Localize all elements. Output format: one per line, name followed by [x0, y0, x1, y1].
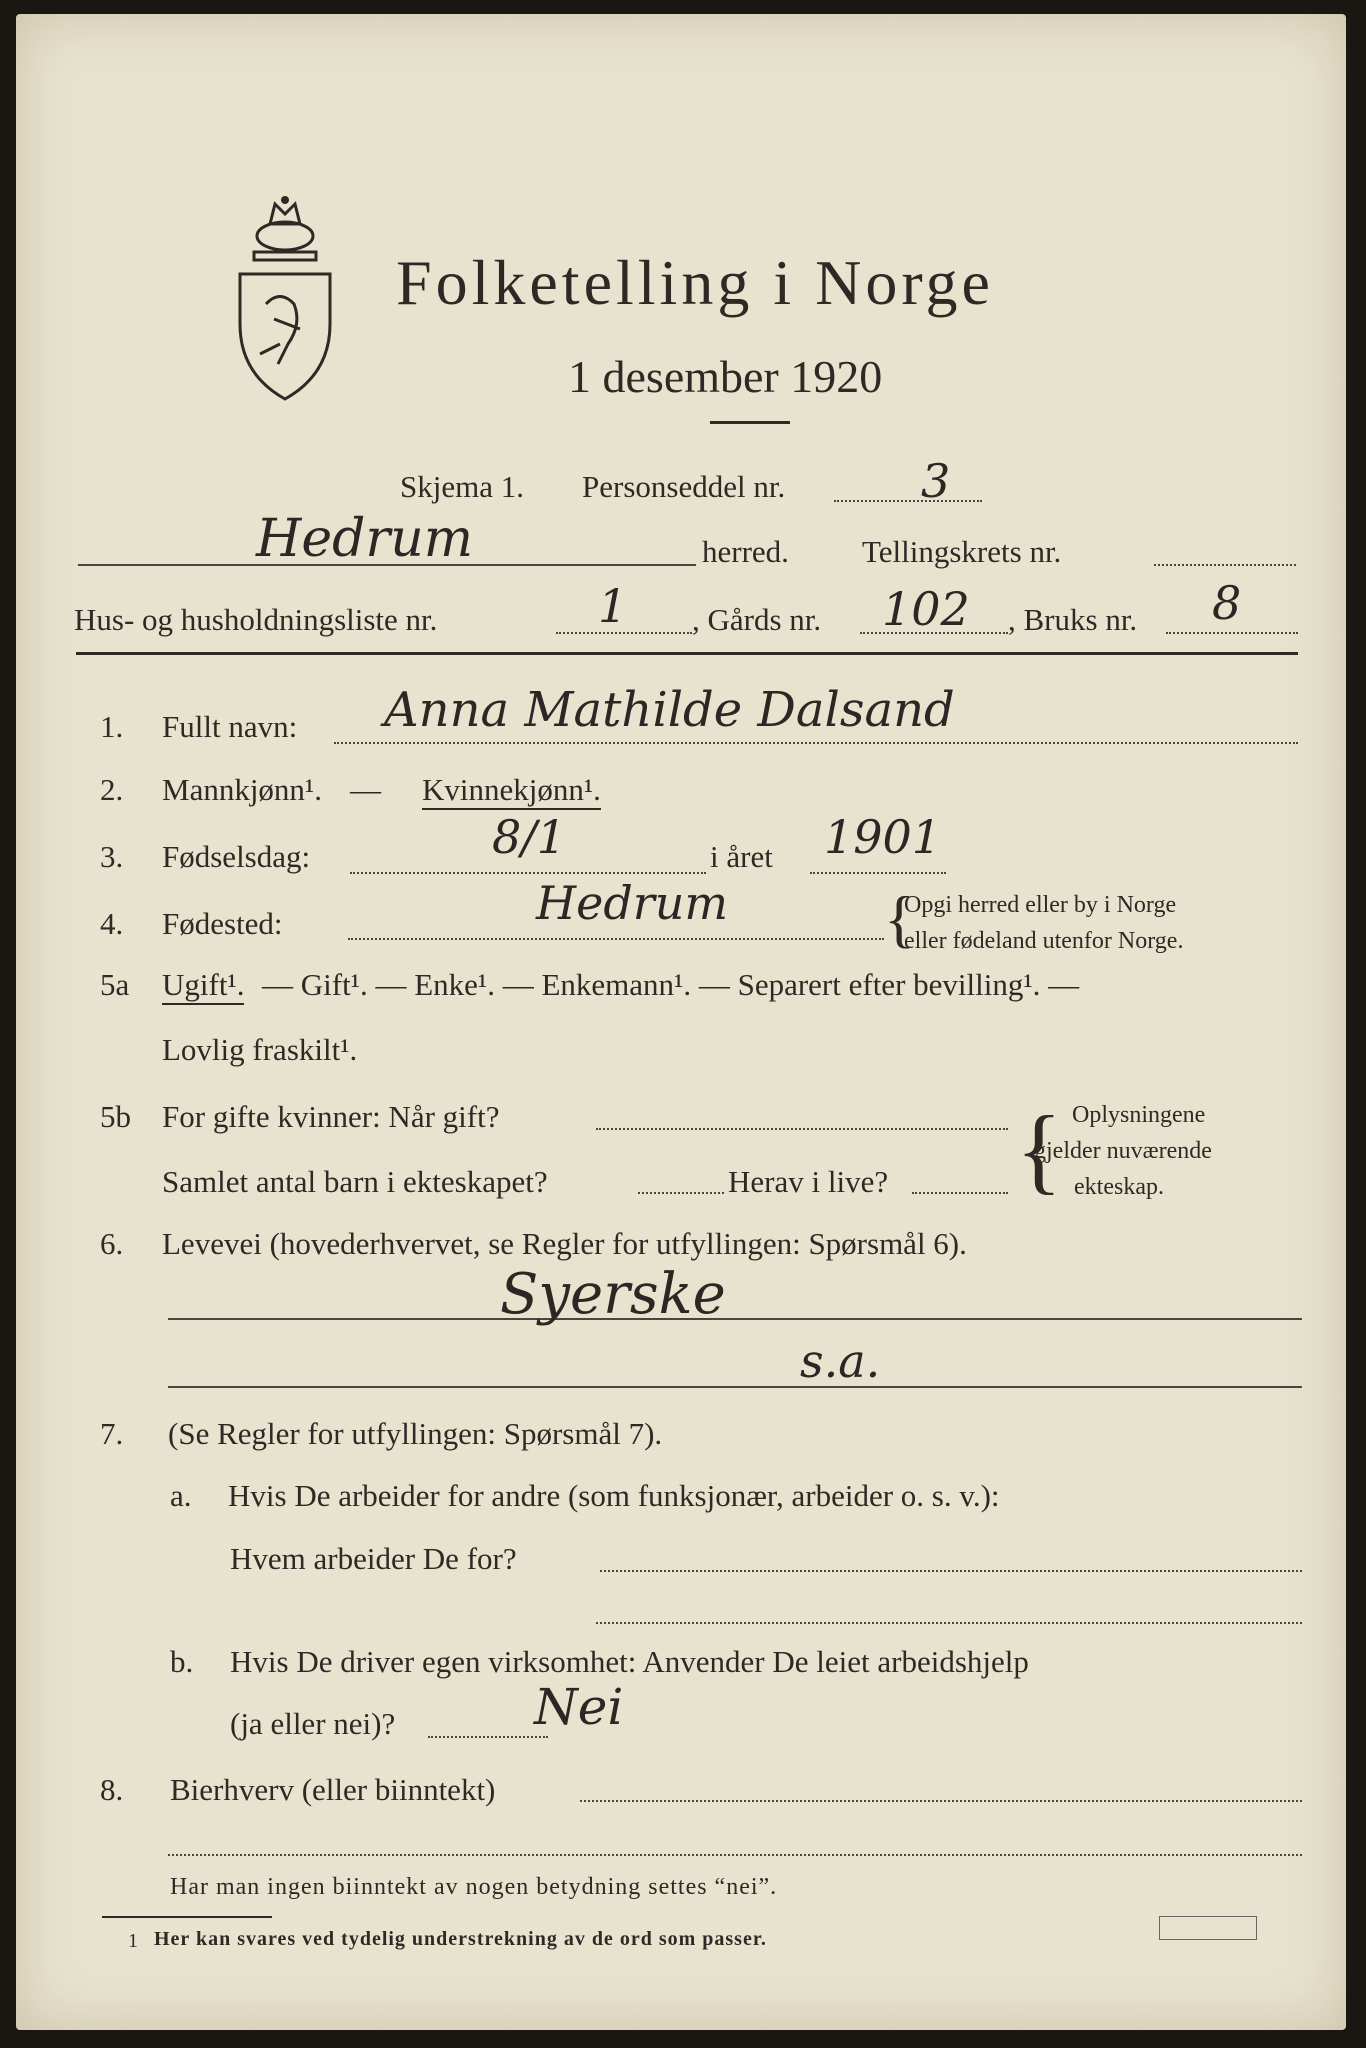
- personseddel-line: [834, 500, 982, 502]
- q5b-note-line3: ekteskap.: [1074, 1174, 1164, 1200]
- q7b-yesno-line: [428, 1736, 548, 1738]
- hus-value[interactable]: 1: [598, 579, 628, 633]
- marital-divorced-option[interactable]: Lovlig fraskilt¹.: [162, 1032, 358, 1067]
- occupation-line1: [168, 1318, 1302, 1320]
- header-rule: [76, 652, 1298, 655]
- no-income-note: Har man ingen biinntekt av nogen betydning settes “nei”.: [170, 1874, 778, 1900]
- census-form: [16, 14, 1346, 2030]
- q8-label: Bierhverv (eller biinntekt): [170, 1772, 496, 1807]
- birthday-line: [350, 872, 706, 874]
- q7a-employer-line2: [596, 1622, 1302, 1624]
- q7a-label: Hvis De arbeider for andre (som funksjonær, arbeider o. s. v.):: [228, 1478, 1000, 1513]
- q5b-living-line: [912, 1192, 1008, 1194]
- q8-line1: [580, 1800, 1302, 1802]
- q7b-label: Hvis De driver egen virksomhet: Anvender De leiet arbeidshjelp: [230, 1644, 1029, 1679]
- q6-number: 6.: [100, 1226, 124, 1261]
- tellingskrets-line: [1154, 564, 1296, 566]
- form-date: 1 desember 1920: [568, 351, 883, 402]
- footnote-text: Her kan svares ved tydelig understrekning av de ord som passer.: [154, 1928, 767, 1950]
- birthday-value[interactable]: 8/1: [492, 810, 567, 864]
- q1-label: Fullt navn:: [162, 709, 298, 744]
- q3-number: 3.: [100, 839, 124, 874]
- q5b-note-line2: gjelder nuværende: [1034, 1138, 1212, 1164]
- birth-year-line: [810, 872, 946, 874]
- bruks-label: , Bruks nr.: [1008, 602, 1138, 637]
- gender-male-option[interactable]: Mannkjønn¹.: [162, 772, 322, 807]
- printer-stamp: [1159, 1916, 1257, 1940]
- q7a-employer-label: Hvem arbeider De for?: [230, 1541, 517, 1576]
- birth-year-value[interactable]: 1901: [824, 810, 942, 864]
- q6-label: Levevei (hovederhvervet, se Regler for utfyllingen: Spørsmål 6).: [162, 1226, 967, 1261]
- form-title: Folketelling i Norge: [396, 247, 994, 318]
- q2-number: 2.: [100, 772, 124, 807]
- occupation-line2: [168, 1386, 1302, 1388]
- bruks-value[interactable]: 8: [1212, 576, 1242, 630]
- q8-line2: [168, 1854, 1302, 1856]
- q5b-when-married-label: For gifte kvinner: Når gift?: [162, 1099, 500, 1134]
- q5b-note-line1: Oplysningene: [1072, 1102, 1206, 1128]
- q7b-value[interactable]: Nei: [534, 1678, 624, 1736]
- q5b-when-married-line: [596, 1128, 1008, 1130]
- q5b-children-label: Samlet antal barn i ekteskapet?: [162, 1164, 548, 1199]
- gender-female-option[interactable]: Kvinnekjønn¹.: [422, 772, 601, 810]
- q7-number: 7.: [100, 1416, 124, 1451]
- q5b-number: 5b: [100, 1099, 131, 1134]
- birth-year-label: i året: [710, 839, 773, 874]
- herred-label: herred.: [702, 534, 789, 569]
- q7b-yesno-label: (ja eller nei)?: [230, 1706, 396, 1741]
- q5a-number: 5a: [100, 967, 130, 1002]
- q5b-children-line: [638, 1192, 724, 1194]
- gender-separator: —: [350, 772, 381, 807]
- herred-value[interactable]: Hedrum: [256, 509, 474, 569]
- marital-other-options[interactable]: — Gift¹. — Enke¹. — Enkemann¹. — Separert efter bevilling¹. —: [262, 967, 1080, 1002]
- q4-brace: {: [884, 883, 915, 954]
- q1-line: [334, 742, 1298, 744]
- q3-label: Fødselsdag:: [162, 839, 311, 874]
- gards-label: , Gårds nr.: [692, 602, 822, 637]
- q7b-number: b.: [170, 1644, 194, 1679]
- birthplace-line: [348, 938, 884, 940]
- personseddel-value[interactable]: 3: [921, 454, 951, 508]
- occupation-value-note[interactable]: s.a.: [800, 1334, 881, 1388]
- q7a-employer-line1: [600, 1570, 1302, 1572]
- q4-label: Fødested:: [162, 906, 283, 941]
- norway-coat-of-arms-icon: [230, 194, 340, 409]
- schema-label: Skjema 1.: [400, 469, 524, 504]
- personseddel-label: Personseddel nr.: [582, 469, 786, 504]
- q7-label: (Se Regler for utfyllingen: Spørsmål 7).: [168, 1416, 663, 1451]
- q4-number: 4.: [100, 906, 124, 941]
- bruks-line: [1166, 632, 1298, 634]
- birthplace-value[interactable]: Hedrum: [536, 876, 729, 930]
- footnote-rule: [102, 1916, 272, 1918]
- marital-unmarried-option[interactable]: Ugift¹.: [162, 967, 244, 1005]
- q4-note-line1: Opgi herred eller by i Norge: [904, 892, 1177, 918]
- footnote-mark: 1: [128, 1930, 139, 1952]
- q8-number: 8.: [100, 1772, 124, 1807]
- tellingskrets-label: Tellingskrets nr.: [862, 534, 1062, 569]
- q4-note-line2: eller fødeland utenfor Norge.: [904, 928, 1184, 954]
- q7a-number: a.: [170, 1478, 192, 1513]
- q5b-living-label: Herav i live?: [728, 1164, 889, 1199]
- hus-label: Hus- og husholdningsliste nr.: [74, 602, 438, 637]
- title-divider: [710, 421, 790, 424]
- q1-number: 1.: [100, 709, 124, 744]
- gards-value[interactable]: 102: [882, 582, 970, 636]
- full-name-value[interactable]: Anna Mathilde Dalsand: [384, 682, 955, 738]
- occupation-value[interactable]: Syerske: [500, 1262, 726, 1327]
- q5b-brace: {: [1016, 1096, 1063, 1203]
